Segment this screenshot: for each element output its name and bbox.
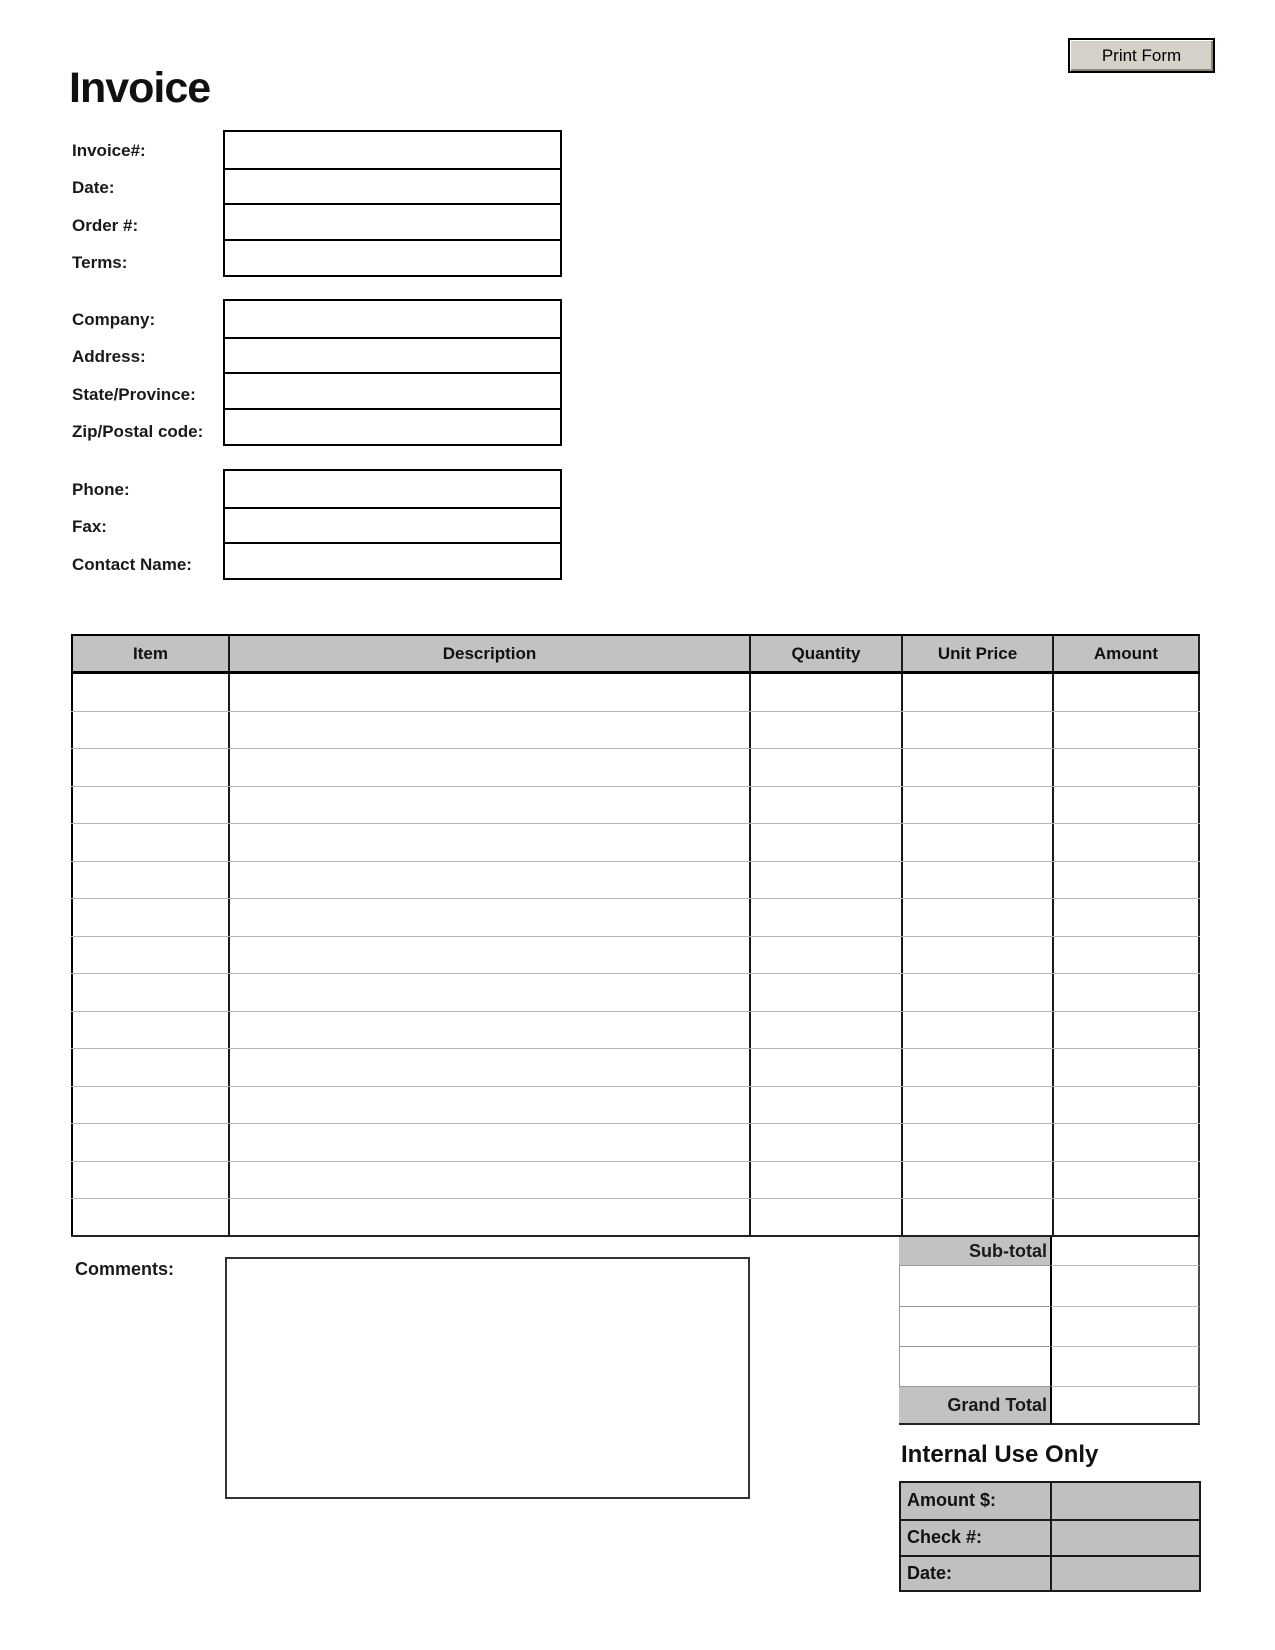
line-item-item-cell[interactable] [71,862,228,899]
totals-blank-label-cell [899,1347,1050,1387]
grand-total-row [899,1387,1200,1425]
line-item-desc-cell[interactable] [228,1012,749,1049]
line-item-price-cell[interactable] [901,674,1052,711]
line-item-desc-cell[interactable] [228,937,749,974]
date-label: Date: [72,178,115,197]
address-label: Address: [72,347,146,366]
totals-blank-row [899,1266,1200,1307]
line-item-desc-cell[interactable] [228,712,749,749]
comments-label: Comments: [75,1259,175,1279]
fax-input[interactable] [225,507,560,543]
totals-blank-row [899,1307,1200,1347]
line-item-price-cell[interactable] [901,749,1052,786]
line-item-item-cell[interactable] [71,824,228,861]
totals-blank-row [899,1347,1200,1387]
page-title: Invoice [69,64,211,112]
internal-date-input[interactable] [1050,1557,1199,1591]
internal-use-table [899,1481,1201,1592]
phone-input[interactable] [225,471,560,507]
internal-check-input[interactable] [1050,1521,1199,1555]
line-item-item-cell[interactable] [71,749,228,786]
line-item-qty-cell[interactable] [749,749,901,786]
line-item-price-cell[interactable] [901,1124,1052,1161]
line-item-desc-cell[interactable] [228,674,749,711]
line-item-row [71,1087,1200,1125]
totals-section [899,1237,1200,1425]
line-item-item-cell[interactable] [71,1199,228,1235]
line-item-desc-cell[interactable] [228,787,749,824]
line-item-row [71,787,1200,825]
line-item-price-cell[interactable] [901,899,1052,936]
invoice-number-input[interactable] [225,132,560,168]
line-item-item-cell[interactable] [71,1012,228,1049]
internal-check-row [901,1519,1199,1555]
date-input[interactable] [225,168,560,204]
line-item-amount-cell[interactable] [1052,937,1200,974]
subtotal-label: Sub-total [899,1237,1050,1266]
totals-blank-label-cell [899,1307,1050,1347]
line-item-price-cell[interactable] [901,1012,1052,1049]
line-item-row [71,674,1200,712]
line-item-qty-cell[interactable] [749,1087,901,1124]
line-item-desc-cell[interactable] [228,1124,749,1161]
line-item-price-cell[interactable] [901,937,1052,974]
line-item-amount-cell[interactable] [1052,899,1200,936]
print-form-button[interactable]: Print Form [1068,38,1215,73]
state-province-label: State/Province: [72,384,196,404]
line-item-row [71,937,1200,975]
totals-blank-label-cell [899,1266,1050,1307]
company-fields [223,299,562,446]
state-province-input[interactable] [225,372,560,408]
line-item-item-cell[interactable] [71,674,228,711]
address-input[interactable] [225,337,560,373]
line-item-amount-cell[interactable] [1052,1162,1200,1199]
totals-blank-value-cell[interactable] [1050,1266,1200,1307]
line-item-qty-cell[interactable] [749,1199,901,1235]
line-items-header-row [71,634,1200,674]
contact-fields [223,469,562,580]
line-item-amount-cell[interactable] [1052,1049,1200,1086]
line-item-desc-cell[interactable] [228,1162,749,1199]
company-label: Company: [72,309,156,329]
line-item-desc-cell[interactable] [228,824,749,861]
contact-labels [72,469,222,582]
line-item-qty-cell[interactable] [749,937,901,974]
terms-input[interactable] [225,239,560,275]
line-item-price-cell[interactable] [901,974,1052,1011]
line-item-row [71,862,1200,900]
line-item-amount-cell[interactable] [1052,974,1200,1011]
line-item-amount-cell[interactable] [1052,712,1200,749]
line-item-price-cell[interactable] [901,862,1052,899]
line-item-item-cell[interactable] [71,712,228,749]
line-item-row [71,712,1200,750]
phone-label: Phone: [72,479,130,499]
subtotal-value-cell[interactable] [1050,1237,1200,1266]
line-item-item-cell[interactable] [71,1124,228,1161]
line-item-desc-cell[interactable] [228,899,749,936]
line-item-amount-cell[interactable] [1052,1199,1200,1235]
line-item-row [71,1124,1200,1162]
line-item-row [71,1049,1200,1087]
line-item-item-cell[interactable] [71,937,228,974]
column-header-amount: Amount [1052,636,1200,671]
column-header-unit-price: Unit Price [901,636,1052,671]
line-item-item-cell[interactable] [71,1087,228,1124]
comments-textarea[interactable] [225,1257,750,1499]
line-item-row [71,899,1200,937]
contact-name-input[interactable] [225,542,560,578]
zip-postal-code-label: Zip/Postal code: [72,422,204,441]
line-item-price-cell[interactable] [901,1049,1052,1086]
line-item-amount-cell[interactable] [1052,1124,1200,1161]
line-item-item-cell[interactable] [71,899,228,936]
fax-label: Fax: [72,517,107,536]
line-item-row [71,1012,1200,1050]
line-item-qty-cell[interactable] [749,1162,901,1199]
line-item-desc-cell[interactable] [228,1049,749,1086]
line-item-price-cell[interactable] [901,712,1052,749]
terms-label: Terms: [72,253,128,272]
line-item-amount-cell[interactable] [1052,787,1200,824]
line-item-qty-cell[interactable] [749,899,901,936]
line-item-row [71,974,1200,1012]
internal-amount-label: Amount $: [907,1490,996,1511]
totals-blank-value-cell[interactable] [1050,1347,1200,1387]
line-item-desc-cell[interactable] [228,974,749,1011]
zip-postal-code-input[interactable] [225,408,560,444]
line-items-table [71,634,1200,1237]
line-item-amount-cell[interactable] [1052,862,1200,899]
line-item-row [71,824,1200,862]
line-item-item-cell[interactable] [71,787,228,824]
column-header-quantity: Quantity [749,636,901,671]
line-item-price-cell[interactable] [901,1162,1052,1199]
grand-total-value-cell[interactable] [1050,1387,1200,1425]
invoice-meta-fields [223,130,562,277]
subtotal-row [899,1237,1200,1266]
line-item-price-cell[interactable] [901,1199,1052,1235]
order-number-input[interactable] [225,203,560,239]
company-input[interactable] [225,301,560,337]
line-item-price-cell[interactable] [901,1087,1052,1124]
line-item-qty-cell[interactable] [749,1124,901,1161]
line-item-price-cell[interactable] [901,787,1052,824]
line-item-qty-cell[interactable] [749,862,901,899]
internal-date-row [901,1555,1199,1591]
line-item-amount-cell[interactable] [1052,824,1200,861]
line-item-amount-cell[interactable] [1052,1012,1200,1049]
line-item-qty-cell[interactable] [749,1049,901,1086]
internal-date-label: Date: [907,1562,953,1583]
line-item-amount-cell[interactable] [1052,749,1200,786]
line-item-desc-cell[interactable] [228,1087,749,1124]
line-item-desc-cell[interactable] [228,1199,749,1235]
line-item-qty-cell[interactable] [749,787,901,824]
line-item-row [71,1199,1200,1237]
line-item-qty-cell[interactable] [749,824,901,861]
line-item-qty-cell[interactable] [749,1012,901,1049]
line-item-item-cell[interactable] [71,1049,228,1086]
line-item-qty-cell[interactable] [749,712,901,749]
internal-amount-input[interactable] [1050,1483,1199,1519]
line-item-item-cell[interactable] [71,1162,228,1199]
company-labels [72,299,222,449]
grand-total-label: Grand Total [899,1387,1050,1425]
line-item-qty-cell[interactable] [749,974,901,1011]
internal-use-heading: Internal Use Only [901,1441,1099,1468]
line-item-qty-cell[interactable] [749,674,901,711]
internal-check-label: Check #: [907,1527,983,1548]
line-item-row [71,1162,1200,1200]
invoice-meta-labels [72,130,222,280]
line-item-desc-cell[interactable] [228,749,749,786]
line-item-desc-cell[interactable] [228,862,749,899]
invoice-number-label: Invoice#: [72,140,146,160]
internal-amount-row [901,1483,1199,1519]
line-item-item-cell[interactable] [71,974,228,1011]
line-item-amount-cell[interactable] [1052,674,1200,711]
contact-name-label: Contact Name: [72,554,192,574]
line-item-amount-cell[interactable] [1052,1087,1200,1124]
line-items-body [71,674,1200,1237]
order-number-label: Order #: [72,215,139,235]
column-header-item: Item [71,636,228,671]
column-header-description: Description [228,636,749,671]
line-item-price-cell[interactable] [901,824,1052,861]
totals-blank-value-cell[interactable] [1050,1307,1200,1347]
line-item-row [71,749,1200,787]
